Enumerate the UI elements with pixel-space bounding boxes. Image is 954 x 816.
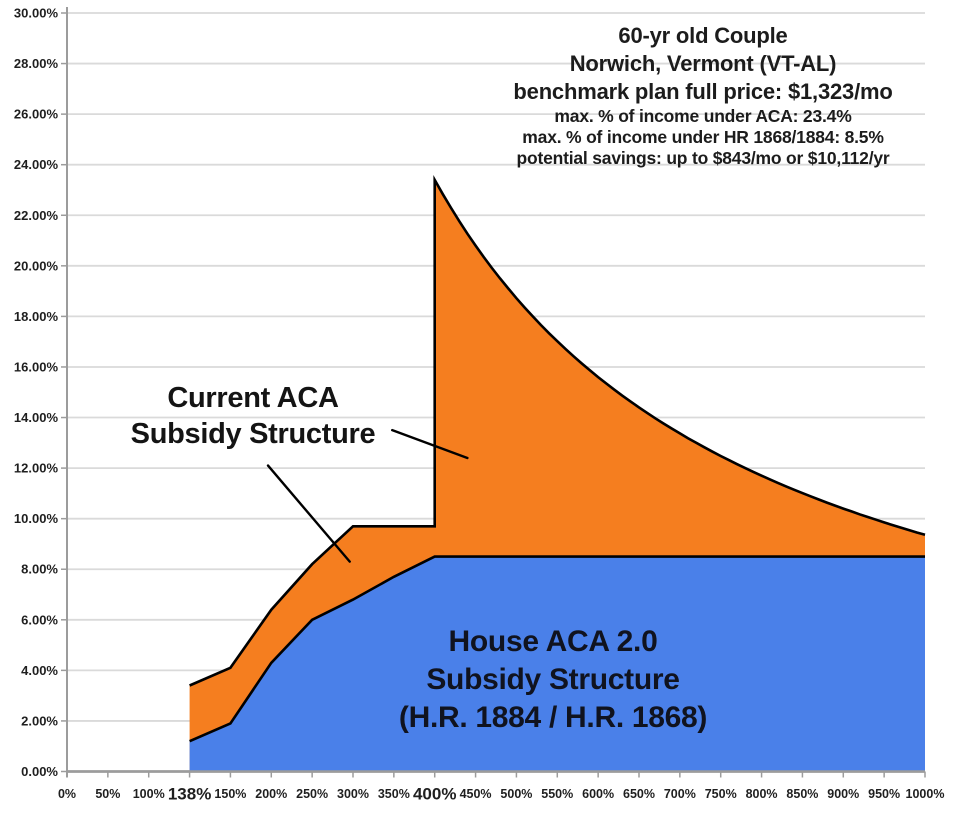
x-tick-label: 500% xyxy=(500,787,533,801)
y-tick-label: 2.00% xyxy=(21,713,58,729)
x-tick-label: 800% xyxy=(745,787,778,801)
x-tick-label: 0% xyxy=(57,787,77,801)
x-tick-label: 100% xyxy=(132,787,165,801)
house-aca2-label xyxy=(399,623,707,737)
x-tick-label: 900% xyxy=(827,787,860,801)
current-aca-label-line2: Subsidy Structure xyxy=(130,418,376,450)
x-tick-label: 50% xyxy=(95,787,121,801)
y-axis-labels xyxy=(14,6,59,780)
title-line-hr-max: max. % of income under HR 1868/1884: 8.5% xyxy=(522,127,884,147)
y-tick-label: 20.00% xyxy=(13,258,58,274)
x-tick-label: 700% xyxy=(663,787,696,801)
x-axis-labels xyxy=(58,785,945,804)
y-tick-label: 6.00% xyxy=(21,612,58,628)
y-tick-label: 4.00% xyxy=(21,662,58,678)
current-aca-label xyxy=(131,380,376,452)
x-tick-label: 138% xyxy=(167,784,212,804)
y-tick-label: 8.00% xyxy=(21,561,58,577)
callout-line xyxy=(268,466,350,562)
y-tick-label: 30.00% xyxy=(13,5,58,21)
title-line-benchmark-price: benchmark plan full price: $1,323/mo xyxy=(513,79,893,104)
x-tick-label: 1000% xyxy=(905,787,945,801)
x-tick-label: 850% xyxy=(786,787,819,801)
x-tick-label: 300% xyxy=(337,787,369,801)
y-tick-label: 12.00% xyxy=(13,460,58,476)
x-tick-label: 550% xyxy=(541,787,574,801)
x-tick-label: 950% xyxy=(868,787,901,801)
x-tick-label: 450% xyxy=(459,787,492,801)
title-line-location: Norwich, Vermont (VT-AL) xyxy=(569,51,837,76)
x-tick-label: 200% xyxy=(255,787,288,801)
y-tick-label: 0.00% xyxy=(21,764,58,779)
x-tick-label: 650% xyxy=(623,787,655,801)
x-tick-label: 350% xyxy=(377,787,410,801)
x-tick-label: 600% xyxy=(582,787,615,801)
chart-title-block xyxy=(513,22,892,169)
y-tick-label: 24.00% xyxy=(13,157,58,173)
y-tick-label: 18.00% xyxy=(13,308,58,324)
y-tick-label: 14.00% xyxy=(13,410,58,426)
x-tick-label: 250% xyxy=(296,787,329,801)
current-aca-label-line1: Current ACA xyxy=(167,382,339,414)
y-tick-label: 26.00% xyxy=(13,106,58,122)
x-axis xyxy=(67,772,925,778)
x-tick-label: 150% xyxy=(214,787,247,801)
title-line-savings: potential savings: up to $843/mo or $10,112/yr xyxy=(516,148,890,168)
y-tick-label: 10.00% xyxy=(13,511,58,527)
house-aca2-label-line2: Subsidy Structure xyxy=(426,663,680,696)
y-tick-label: 22.00% xyxy=(13,207,58,223)
house-aca2-label-line3: (H.R. 1884 / H.R. 1868) xyxy=(398,701,708,734)
title-line-household: 60-yr old Couple xyxy=(618,23,788,48)
x-tick-label: 750% xyxy=(704,787,737,801)
y-tick-label: 28.00% xyxy=(13,56,58,72)
x-tick-label: 400% xyxy=(412,784,457,804)
house-aca2-label-line1: House ACA 2.0 xyxy=(448,625,658,658)
y-tick-label: 16.00% xyxy=(13,359,58,375)
title-line-aca-max: max. % of income under ACA: 23.4% xyxy=(554,106,852,126)
